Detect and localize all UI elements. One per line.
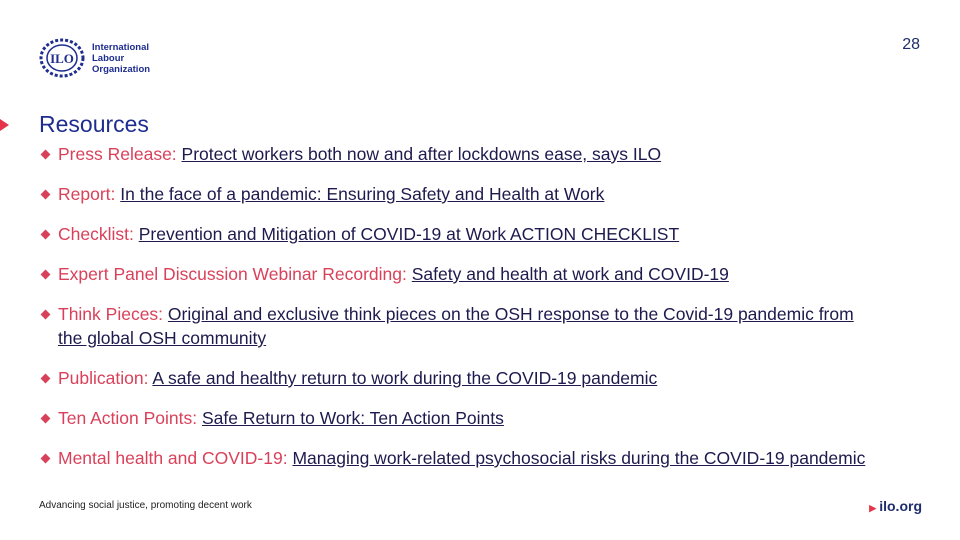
bullet-diamond-icon bbox=[41, 150, 51, 160]
bullet-diamond-icon bbox=[41, 454, 51, 464]
list-item bbox=[40, 182, 920, 206]
resource-link[interactable]: Safety and health at work and COVID-19 bbox=[411, 264, 729, 284]
logo-line-2: Labour bbox=[92, 52, 125, 64]
item-label: Think Pieces: bbox=[58, 304, 164, 324]
list-item bbox=[40, 406, 920, 430]
resource-link[interactable]: A safe and healthy return to work during the COVID-19 pandemic bbox=[152, 368, 658, 388]
resource-link[interactable]: Protect workers both now and after lockdowns ease, says ILO bbox=[181, 144, 662, 164]
item-label: Publication: bbox=[58, 368, 149, 388]
page-number: 28 bbox=[902, 36, 920, 53]
list-item bbox=[40, 366, 920, 390]
bullet-diamond-icon bbox=[41, 190, 51, 200]
item-label: Press Release: bbox=[58, 144, 177, 164]
item-label: Checklist: bbox=[58, 224, 134, 244]
site-text: ilo.org bbox=[879, 498, 922, 514]
list-item bbox=[40, 222, 920, 246]
ilo-emblem-icon bbox=[38, 38, 86, 78]
item-label: Expert Panel Discussion Webinar Recording: bbox=[58, 264, 407, 284]
resource-link[interactable]: In the face of a pandemic: Ensuring Safety and Health at Work bbox=[120, 184, 605, 204]
svg-text:ILO: ILO bbox=[50, 51, 74, 66]
bullet-diamond-icon bbox=[41, 374, 51, 384]
logo-line-1: International bbox=[92, 41, 150, 53]
list-item bbox=[40, 142, 920, 166]
bullet-diamond-icon bbox=[41, 230, 51, 240]
bullet-diamond-icon bbox=[41, 414, 51, 424]
bullet-diamond-icon bbox=[41, 310, 51, 320]
bullet-diamond-icon bbox=[41, 270, 51, 280]
item-label: Mental health and COVID-19: bbox=[58, 448, 288, 468]
slide-arrow-icon bbox=[0, 119, 9, 131]
ilo-logo bbox=[38, 38, 150, 78]
page-title: Resources bbox=[39, 111, 149, 137]
resource-link[interactable]: Safe Return to Work: Ten Action Points bbox=[202, 408, 504, 428]
footer-site-link[interactable] bbox=[869, 498, 922, 514]
footer-tagline: Advancing social justice, promoting decent work bbox=[39, 500, 252, 511]
list-item bbox=[40, 446, 918, 470]
resource-link[interactable]: Managing work-related psychosocial risks during the COVID-19 pandemic bbox=[292, 448, 866, 468]
list-item bbox=[40, 262, 920, 286]
logo-line-3: Organization bbox=[92, 63, 151, 75]
resource-link[interactable]: Original and exclusive think pieces on the OSH response to the Covid-19 pandemic from the global OSH community bbox=[58, 304, 854, 348]
item-label: Report: bbox=[58, 184, 116, 204]
list-item bbox=[40, 302, 858, 350]
resource-list bbox=[40, 142, 920, 486]
resource-link[interactable]: Prevention and Mitigation of COVID-19 at Work ACTION CHECKLIST bbox=[138, 224, 680, 244]
item-label: Ten Action Points: bbox=[58, 408, 198, 428]
arrow-icon: ▶ bbox=[869, 503, 877, 513]
